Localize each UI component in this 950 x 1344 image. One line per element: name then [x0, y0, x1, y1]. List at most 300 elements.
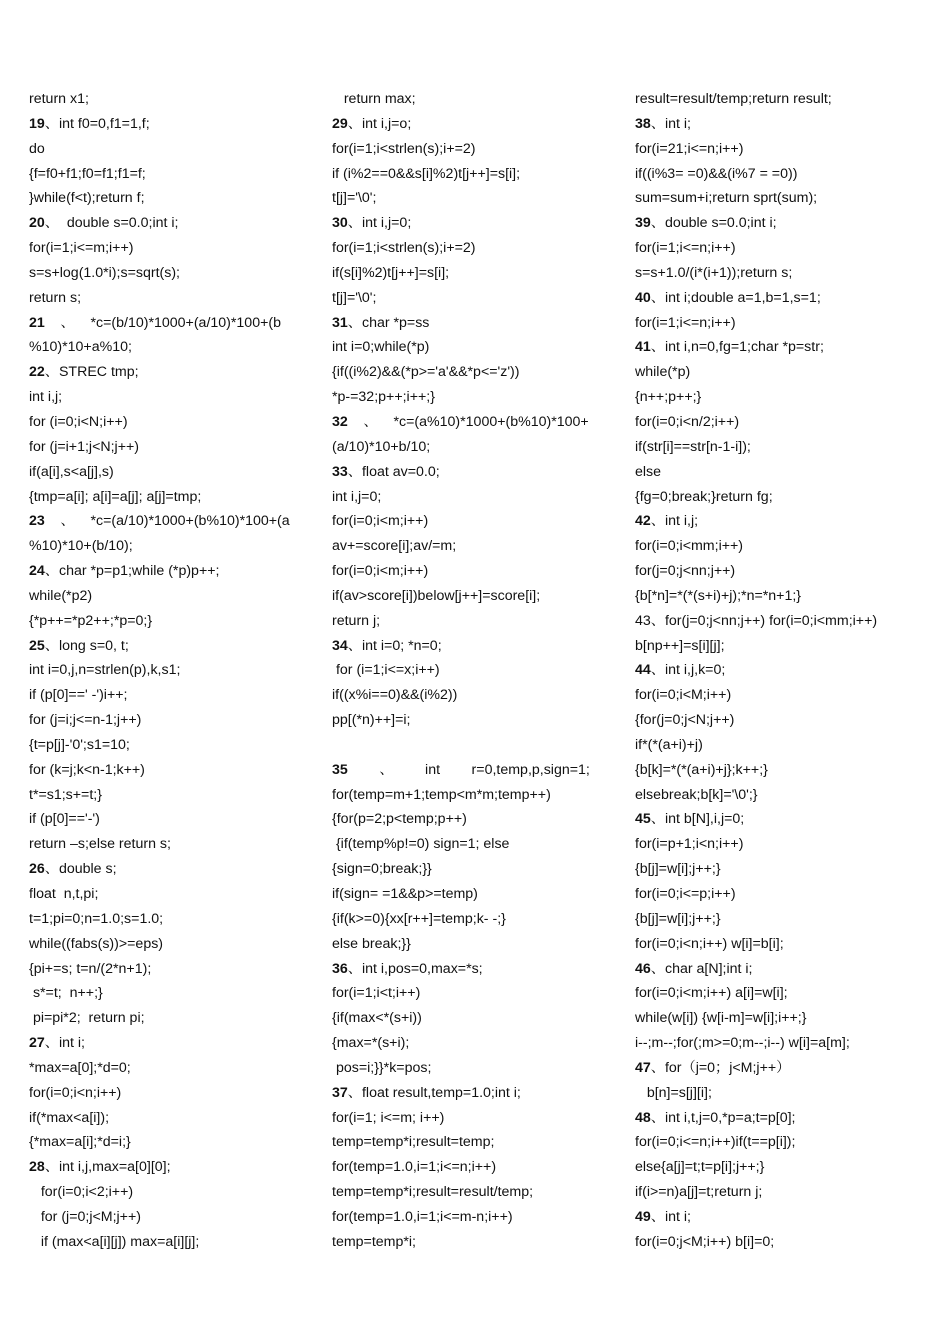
- code-text: do: [29, 140, 45, 157]
- code-line: [332, 1180, 622, 1205]
- code-line: [29, 658, 314, 683]
- code-line: [29, 360, 314, 385]
- text-column-middle: [332, 87, 622, 1255]
- code-text: for(i=0;i<=n;i++)if(t==p[i]);: [635, 1134, 796, 1151]
- code-line: [332, 783, 622, 808]
- code-line: [332, 559, 622, 584]
- code-line: [332, 112, 622, 137]
- code-line: [635, 559, 935, 584]
- code-text: else break;}}: [332, 935, 411, 952]
- code-text: b[np++]=s[i][j];: [635, 637, 725, 654]
- code-text: %10)*10+(b/10);: [29, 538, 133, 555]
- code-text: for(temp=m+1;temp<m*m;temp++): [332, 786, 551, 803]
- code-line: [635, 335, 935, 360]
- code-line: [635, 410, 935, 435]
- code-text: if (i%2==0&&s[i]%2)t[j++]=s[i];: [332, 165, 521, 182]
- code-line: [635, 907, 935, 932]
- code-line: [29, 932, 314, 957]
- code-line: [29, 1056, 314, 1081]
- code-text: av+=score[i];av/=m;: [332, 538, 457, 555]
- code-text: b[n]=s[j][i];: [635, 1084, 712, 1101]
- code-text: s*=t; n++;}: [29, 985, 103, 1002]
- code-line: [332, 1106, 622, 1131]
- code-text: if(av>score[i])below[j++]=score[i];: [332, 587, 541, 604]
- code-line: [29, 832, 314, 857]
- code-line: [29, 137, 314, 162]
- code-text: 、float result,temp=1.0;int i;: [347, 1084, 521, 1101]
- code-text: for(i=0;i<m;i++) a[i]=w[i];: [635, 985, 788, 1002]
- code-text: for(i=0;i<n/2;i++): [635, 413, 740, 430]
- code-line: [635, 509, 935, 534]
- code-line: [635, 460, 935, 485]
- code-line: [29, 857, 314, 882]
- code-line: [332, 708, 622, 733]
- code-line: [29, 534, 314, 559]
- code-line: [635, 1155, 935, 1180]
- code-line: [332, 162, 622, 187]
- code-text: if (max<a[i][j]) max=a[i][j];: [29, 1233, 200, 1250]
- item-number: 38: [635, 115, 651, 132]
- code-line: [332, 1130, 622, 1155]
- code-text: if((x%i==0)&&(i%2)): [332, 687, 458, 704]
- code-line: [635, 162, 935, 187]
- code-line: [332, 236, 622, 261]
- code-line: [635, 932, 935, 957]
- code-line: [29, 1081, 314, 1106]
- code-text: for (j=0;j<M;j++): [29, 1208, 141, 1225]
- code-line: [29, 261, 314, 286]
- code-text: for(i=1;i<=n;i++): [635, 240, 736, 257]
- code-line: [635, 385, 935, 410]
- code-text: for(i=0;i<M;i++): [635, 687, 732, 704]
- code-line: [29, 758, 314, 783]
- code-text: 、 *c=(b/10)*1000+(a/10)*100+(b: [44, 314, 281, 331]
- code-line: [332, 385, 622, 410]
- code-text: 、int i=0; *n=0;: [347, 637, 442, 654]
- code-text: return x1;: [29, 91, 89, 107]
- code-text: for(i=21;i<=n;i++): [635, 140, 744, 157]
- code-line: [29, 882, 314, 907]
- code-line: [635, 360, 935, 385]
- code-text: {fg=0;break;}return fg;: [635, 488, 773, 505]
- code-line: [635, 783, 935, 808]
- item-number: 30: [332, 215, 348, 232]
- item-number: 42: [635, 513, 651, 530]
- code-text: return max;: [332, 91, 416, 107]
- code-text: 、char *p=ss: [347, 314, 430, 331]
- code-line: [332, 1205, 622, 1230]
- code-line: [332, 360, 622, 385]
- code-line: [635, 137, 935, 162]
- code-line: [332, 485, 622, 510]
- code-line: [635, 857, 935, 882]
- item-number: 49: [635, 1208, 651, 1225]
- code-line: [635, 1180, 935, 1205]
- code-line: [332, 758, 622, 783]
- code-text: s=s+log(1.0*i);s=sqrt(s);: [29, 264, 180, 281]
- item-number: 26: [29, 861, 45, 878]
- code-text: for(i=1;i<t;i++): [332, 985, 421, 1002]
- code-line: [29, 211, 314, 236]
- code-text: else: [635, 463, 662, 480]
- code-line: [332, 907, 622, 932]
- code-line: [635, 534, 935, 559]
- code-text: for(i=0;i<n;i++): [29, 1084, 122, 1101]
- code-text: if(str[i]==str[n-1-i]);: [635, 438, 751, 455]
- code-text: return s;: [29, 289, 82, 306]
- code-line: [332, 832, 622, 857]
- code-text: sum=sum+i;return sprt(sum);: [635, 190, 818, 207]
- code-line: [29, 1031, 314, 1056]
- code-line: [29, 1130, 314, 1155]
- code-line: [635, 733, 935, 758]
- code-text: if(s[i]%2)t[j++]=s[i];: [332, 264, 450, 281]
- code-text: if(sign= =1&&p>=temp): [332, 886, 478, 902]
- code-text: {if(max<*(s+i)): [332, 1010, 422, 1027]
- code-text: s=s+1.0/(i*(i+1));return s;: [635, 264, 793, 281]
- code-text: 、double s=0.0;int i;: [650, 215, 777, 232]
- code-text: 、STREC tmp;: [44, 364, 139, 381]
- code-line: [635, 236, 935, 261]
- code-line: [332, 807, 622, 832]
- code-text: 、int i,j,max=a[0][0];: [44, 1159, 171, 1176]
- code-text: *p-=32;p++;i++;}: [332, 389, 435, 406]
- code-text: {t=p[j]-'0';s1=10;: [29, 736, 130, 753]
- code-text: 、int b[N],i,j=0;: [650, 811, 745, 828]
- code-line: [332, 981, 622, 1006]
- code-text: 、int i,j=o;: [347, 115, 412, 132]
- item-number: 22: [29, 364, 45, 381]
- code-text: for(i=1;i<strlen(s);i+=2): [332, 240, 476, 257]
- item-number: 36: [332, 960, 348, 977]
- code-text: while(*p2): [29, 587, 93, 604]
- code-line: [29, 435, 314, 460]
- code-line: [635, 1205, 935, 1230]
- code-line: [635, 485, 935, 510]
- code-text: 、char a[N];int i;: [650, 960, 753, 977]
- code-line: [29, 907, 314, 932]
- item-number: 35: [332, 761, 348, 778]
- code-text: 、int i,n=0,fg=1;char *p=str;: [650, 339, 824, 356]
- code-line: [29, 460, 314, 485]
- code-text: 、int i;: [650, 115, 691, 132]
- code-text: {*max=a[i];*d=i;}: [29, 1134, 131, 1151]
- code-text: int i=0;while(*p): [332, 339, 430, 356]
- code-text: 、double s;: [44, 861, 117, 878]
- code-text: for(i=1;i<=n;i++): [635, 314, 736, 331]
- item-number: 20: [29, 215, 45, 232]
- code-line: [29, 112, 314, 137]
- code-text: {tmp=a[i]; a[i]=a[j]; a[j]=tmp;: [29, 488, 202, 505]
- item-number: 41: [635, 339, 651, 356]
- code-text: if (p[0]=='-'): [29, 811, 100, 828]
- code-line: [29, 733, 314, 758]
- code-text: {f=f0+f1;f0=f1;f1=f;: [29, 165, 146, 182]
- code-line: [29, 1006, 314, 1031]
- item-number: 47: [635, 1059, 651, 1076]
- code-line: [332, 609, 622, 634]
- code-line: [29, 559, 314, 584]
- code-line: [635, 186, 935, 211]
- code-text: {for(p=2;p<temp;p++): [332, 811, 467, 828]
- code-line: [635, 211, 935, 236]
- code-text: if((i%3= =0)&&(i%7 = =0)): [635, 165, 798, 182]
- code-line: [332, 882, 622, 907]
- text-column-left: [29, 87, 314, 1255]
- code-text: }while(f<t);return f;: [29, 190, 145, 207]
- code-line: [635, 882, 935, 907]
- code-text: t[j]='\0';: [332, 289, 377, 306]
- code-line: [332, 1031, 622, 1056]
- code-text: %10)*10+a%10;: [29, 339, 132, 356]
- code-text: {b[j]=w[i];j++;}: [635, 910, 721, 927]
- code-text: 、int i,j,k=0;: [650, 662, 726, 679]
- item-number: 27: [29, 1035, 45, 1052]
- code-line: [29, 509, 314, 534]
- code-line: [332, 460, 622, 485]
- code-line: [332, 857, 622, 882]
- code-line: [332, 1155, 622, 1180]
- code-text: for(i=p+1;i<n;i++): [635, 836, 744, 853]
- code-line: [29, 1106, 314, 1131]
- code-text: temp=temp*i;result=temp;: [332, 1134, 495, 1151]
- code-line: [635, 708, 935, 733]
- item-number: 34: [332, 637, 348, 654]
- code-line: [29, 807, 314, 832]
- code-text: int i,j=0;: [332, 488, 382, 505]
- code-text: temp=temp*i;result=result/temp;: [332, 1184, 534, 1201]
- code-text: int i=0,j,n=strlen(p),k,s1;: [29, 662, 181, 679]
- code-text: t[j]='\0';: [332, 190, 377, 207]
- code-line: [29, 981, 314, 1006]
- item-number: 32: [332, 413, 348, 430]
- code-line: [332, 211, 622, 236]
- item-number: 44: [635, 662, 651, 679]
- code-text: pi=pi*2; return pi;: [29, 1010, 145, 1027]
- item-number: 19: [29, 115, 45, 132]
- code-text: result=result/temp;return result;: [635, 91, 832, 107]
- code-text: if(i>=n)a[j]=t;return j;: [635, 1184, 763, 1201]
- code-text: for(i=1;i<strlen(s);i+=2): [332, 140, 476, 157]
- code-text: {if(k>=0){xx[r++]=temp;k- -;}: [332, 910, 506, 927]
- code-line: [29, 186, 314, 211]
- code-text: while(*p): [635, 364, 691, 381]
- item-number: 24: [29, 563, 45, 580]
- code-line: [635, 1106, 935, 1131]
- code-text: 、int i;: [650, 1208, 691, 1225]
- code-line: [29, 311, 314, 336]
- code-text: 、 *c=(a%10)*1000+(b%10)*100+: [347, 413, 589, 430]
- item-number: 40: [635, 289, 651, 306]
- code-text: {b[j]=w[i];j++;}: [635, 861, 721, 878]
- code-text: {*p++=*p2++;*p=0;}: [29, 612, 153, 629]
- code-text: t*=s1;s+=t;}: [29, 786, 102, 803]
- code-text: for(i=0;i<m;i++): [332, 563, 429, 580]
- item-number: 46: [635, 960, 651, 977]
- code-line: [332, 509, 622, 534]
- code-text: elsebreak;b[k]='\0';}: [635, 786, 758, 803]
- code-line: [635, 1230, 935, 1255]
- code-text: 、int i,t,j=0,*p=a;t=p[0];: [650, 1109, 796, 1126]
- code-line: [332, 410, 622, 435]
- code-line: [332, 534, 622, 559]
- code-text: for (k=j;k<n-1;k++): [29, 761, 145, 778]
- code-line: [332, 683, 622, 708]
- code-text: 、int i;: [44, 1035, 85, 1052]
- code-line: [635, 758, 935, 783]
- code-line: [29, 634, 314, 659]
- code-text: for(i=0;i<n;i++) w[i]=b[i];: [635, 935, 784, 952]
- code-line: [332, 584, 622, 609]
- code-line: [332, 311, 622, 336]
- code-text: 、float av=0.0;: [347, 463, 440, 480]
- code-text: *max=a[0];*d=0;: [29, 1059, 131, 1076]
- code-text: if(a[i],s<a[j],s): [29, 463, 114, 480]
- code-text: i--;m--;for(;m>=0;m--;i--) w[i]=a[m];: [635, 1035, 850, 1052]
- code-text: for(j=0;j<nn;j++): [635, 563, 736, 580]
- code-line: [29, 236, 314, 261]
- code-text: while(w[i]) {w[i-m]=w[i];i++;}: [635, 1010, 807, 1027]
- code-text: for(i=0;i<m;i++): [332, 513, 429, 530]
- code-line: [29, 162, 314, 187]
- code-text: for(i=0;i<mm;i++): [635, 538, 744, 555]
- code-line: [635, 87, 935, 112]
- item-number: 45: [635, 811, 651, 828]
- code-line: [29, 584, 314, 609]
- code-text: return j;: [332, 612, 381, 629]
- code-line: [332, 932, 622, 957]
- code-line: [635, 1056, 935, 1081]
- code-line: [29, 783, 314, 808]
- item-number: 33: [332, 463, 348, 480]
- code-line: [635, 658, 935, 683]
- code-line: [635, 981, 935, 1006]
- code-text: 、int f0=0,f1=1,f;: [44, 115, 150, 132]
- code-text: int i,j;: [29, 389, 63, 406]
- code-line: [29, 1155, 314, 1180]
- code-text: t=1;pi=0;n=1.0;s=1.0;: [29, 910, 164, 927]
- item-number: 23: [29, 513, 45, 530]
- code-line: [332, 186, 622, 211]
- code-line: [29, 609, 314, 634]
- code-line: [332, 658, 622, 683]
- code-text: pp[(*n)++]=i;: [332, 712, 411, 729]
- code-line: [635, 807, 935, 832]
- code-text: pos=i;}}*k=pos;: [332, 1059, 432, 1076]
- code-text: if (p[0]==' -')i++;: [29, 687, 128, 704]
- code-line: [29, 1205, 314, 1230]
- code-line: [635, 1130, 935, 1155]
- code-line: [332, 957, 622, 982]
- item-number: 31: [332, 314, 348, 331]
- code-text: 、 int r=0,temp,p,sign=1;: [347, 761, 590, 778]
- code-text: {max=*(s+i);: [332, 1035, 410, 1052]
- code-text: for (j=i;j<=n-1;j++): [29, 712, 142, 729]
- code-text: {for(j=0;j<N;j++): [635, 712, 735, 729]
- code-text: 43、for(j=0;j<nn;j++) for(i=0;i<mm;i++): [635, 612, 878, 629]
- code-line: [332, 286, 622, 311]
- code-line: [29, 957, 314, 982]
- code-line: [29, 683, 314, 708]
- code-text: (a/10)*10+b/10;: [332, 438, 431, 455]
- code-line: [635, 286, 935, 311]
- code-line: [635, 683, 935, 708]
- code-text: 、int i,j;: [650, 513, 699, 530]
- code-text: for(i=1;i<=m;i++): [29, 240, 134, 257]
- item-number: 21: [29, 314, 45, 331]
- code-line: [29, 335, 314, 360]
- code-line: [635, 1031, 935, 1056]
- code-text: temp=temp*i;: [332, 1233, 416, 1250]
- code-line: [635, 609, 935, 634]
- code-text: 、 double s=0.0;int i;: [44, 215, 179, 232]
- code-text: if(*max<a[i]);: [29, 1109, 110, 1126]
- code-line: [332, 1081, 622, 1106]
- code-text: if*(*(a+i)+j): [635, 736, 703, 753]
- code-text: while((fabs(s))>=eps): [29, 935, 164, 952]
- code-text: for(i=0;i<2;i++): [29, 1184, 134, 1201]
- code-text: for(i=1; i<=m; i++): [332, 1109, 445, 1126]
- code-text: for(temp=1.0,i=1;i<=n;i++): [332, 1159, 497, 1176]
- code-line: [29, 410, 314, 435]
- item-number: 28: [29, 1159, 45, 1176]
- code-text: {b[*n]=*(*(s+i)+j);*n=*n+1;}: [635, 587, 802, 604]
- code-line: [635, 261, 935, 286]
- code-line: [332, 261, 622, 286]
- item-number: 39: [635, 215, 651, 232]
- code-text: for (i=1;i<=x;i++): [332, 662, 440, 679]
- code-line: [332, 733, 622, 758]
- item-number: 25: [29, 637, 45, 654]
- code-line: [635, 957, 935, 982]
- code-text: 、 *c=(a/10)*1000+(b%10)*100+(a: [44, 513, 290, 530]
- item-number: 37: [332, 1084, 348, 1101]
- code-line: [29, 385, 314, 410]
- code-text: float n,t,pi;: [29, 886, 99, 902]
- code-line: [29, 708, 314, 733]
- code-text: 、int i,j=0;: [347, 215, 412, 232]
- code-line: [635, 435, 935, 460]
- code-line: [29, 485, 314, 510]
- code-text: 、char *p=p1;while (*p)p++;: [44, 563, 220, 580]
- code-line: [29, 1180, 314, 1205]
- code-text: 、long s=0, t;: [44, 637, 129, 654]
- code-line: [635, 634, 935, 659]
- code-line: [635, 112, 935, 137]
- code-text: for(temp=1.0,i=1;i<=m-n;i++): [332, 1208, 513, 1225]
- code-line: [635, 1006, 935, 1031]
- code-line: [29, 1230, 314, 1255]
- code-text: {if(temp%p!=0) sign=1; else: [332, 836, 510, 853]
- code-line: [29, 286, 314, 311]
- code-line: [635, 311, 935, 336]
- item-number: 29: [332, 115, 348, 132]
- code-text: {pi+=s; t=n/(2*n+1);: [29, 960, 152, 977]
- code-text: for (i=0;i<N;i++): [29, 413, 128, 430]
- code-line: [332, 87, 622, 112]
- code-line: [635, 832, 935, 857]
- code-text: {b[k]=*(*(a+i)+j};k++;}: [635, 761, 768, 778]
- code-line: [332, 1056, 622, 1081]
- text-column-right: [635, 87, 935, 1255]
- code-line: [332, 137, 622, 162]
- code-line: [332, 1006, 622, 1031]
- code-line: [332, 335, 622, 360]
- code-text: 、int i,pos=0,max=*s;: [347, 960, 483, 977]
- code-line: [29, 87, 314, 112]
- code-text: for (j=i+1;j<N;j++): [29, 438, 140, 455]
- code-text: {n++;p++;}: [635, 389, 702, 406]
